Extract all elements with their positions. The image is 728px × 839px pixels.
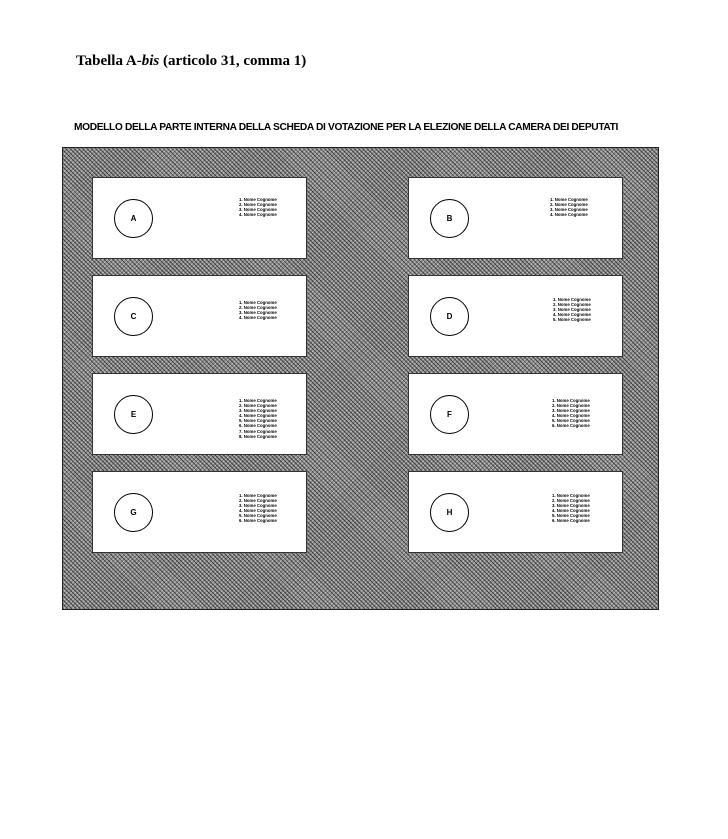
list-symbol-circle[interactable] xyxy=(114,493,153,532)
candidate-name: 1. Nome Cognome xyxy=(550,197,588,202)
list-symbol-circle[interactable] xyxy=(430,297,469,336)
candidate-name: 4. Nome Cognome xyxy=(553,312,591,318)
candidate-name: 7. Nome Cognome xyxy=(239,428,277,434)
candidate-name: 1. Nome Cognome xyxy=(239,493,277,498)
candidate-name: 4. Nome Cognome xyxy=(552,413,590,419)
candidate-name: 3. Nome Cognome xyxy=(552,503,590,509)
candidate-list xyxy=(550,197,588,217)
candidate-list xyxy=(553,297,591,322)
candidate-name: 1. Nome Cognome xyxy=(239,398,277,403)
list-box-g[interactable] xyxy=(92,471,307,553)
candidate-list xyxy=(239,300,277,320)
list-box-b[interactable] xyxy=(408,177,623,259)
candidate-name: 1. Nome Cognome xyxy=(239,300,277,305)
candidate-name: 4. Nome Cognome xyxy=(239,508,277,514)
candidate-name: 4. Nome Cognome xyxy=(550,212,588,218)
candidate-name: 2. Nome Cognome xyxy=(552,498,590,504)
list-symbol-circle[interactable] xyxy=(430,493,469,532)
candidate-name: 2. Nome Cognome xyxy=(550,202,588,208)
candidate-name: 2. Nome Cognome xyxy=(553,302,591,308)
ballot-title: MODELLO DELLA PARTE INTERNA DELLA SCHEDA DI VOTAZIONE PER LA ELEZIONE DELLA CAMERA DEI DEPUTATI xyxy=(74,122,619,133)
list-symbol-letter: F xyxy=(447,410,452,419)
candidate-list xyxy=(239,197,277,217)
candidate-list xyxy=(239,398,277,439)
candidate-name: 3. Nome Cognome xyxy=(550,207,588,213)
list-symbol-circle[interactable] xyxy=(430,395,469,434)
list-symbol-letter: C xyxy=(130,312,137,321)
list-box-e[interactable] xyxy=(92,373,307,455)
candidate-name: 3. Nome Cognome xyxy=(239,207,277,213)
list-box-h[interactable] xyxy=(408,471,623,553)
candidate-name: 4. Nome Cognome xyxy=(239,315,277,321)
candidate-name: 8. Nome Cognome xyxy=(239,433,277,439)
candidate-name: 6. Nome Cognome xyxy=(552,423,590,429)
list-symbol-letter: G xyxy=(130,508,137,517)
list-symbol-letter: A xyxy=(130,214,137,223)
heading-prefix: Tabella A- xyxy=(76,53,142,69)
candidate-name: 2. Nome Cognome xyxy=(239,403,277,409)
candidate-name: 3. Nome Cognome xyxy=(239,503,277,509)
list-symbol-circle[interactable] xyxy=(114,395,153,434)
candidate-name: 5. Nome Cognome xyxy=(552,418,590,424)
candidate-name: 1. Nome Cognome xyxy=(553,297,591,302)
list-symbol-circle[interactable] xyxy=(430,199,469,238)
page-heading xyxy=(76,53,306,70)
list-symbol-letter: D xyxy=(446,312,453,321)
list-box-c[interactable] xyxy=(92,275,307,357)
candidate-name: 5. Nome Cognome xyxy=(239,513,277,519)
candidate-list xyxy=(239,493,277,524)
candidate-name: 2. Nome Cognome xyxy=(552,403,590,409)
candidate-name: 1. Nome Cognome xyxy=(239,197,277,202)
candidate-name: 2. Nome Cognome xyxy=(239,202,277,208)
candidate-name: 4. Nome Cognome xyxy=(239,413,277,419)
list-symbol-circle[interactable] xyxy=(114,297,153,336)
candidate-list xyxy=(552,398,590,429)
heading-suffix: (articolo 31, comma 1) xyxy=(159,53,307,69)
list-box-a[interactable] xyxy=(92,177,307,259)
heading-italic: bis xyxy=(141,53,160,69)
candidate-name: 6. Nome Cognome xyxy=(552,518,590,524)
list-symbol-letter: E xyxy=(130,410,137,419)
candidate-name: 6. Nome Cognome xyxy=(239,423,277,429)
candidate-name: 5. Nome Cognome xyxy=(552,513,590,519)
candidate-name: 2. Nome Cognome xyxy=(239,305,277,311)
candidate-list xyxy=(552,493,590,524)
candidate-name: 1. Nome Cognome xyxy=(552,398,590,403)
candidate-name: 5. Nome Cognome xyxy=(239,418,277,424)
candidate-name: 3. Nome Cognome xyxy=(239,408,277,414)
list-box-f[interactable] xyxy=(408,373,623,455)
candidate-name: 3. Nome Cognome xyxy=(553,307,591,313)
candidate-name: 5. Nome Cognome xyxy=(553,317,591,323)
list-symbol-letter: B xyxy=(446,214,453,223)
candidate-name: 4. Nome Cognome xyxy=(552,508,590,514)
candidate-name: 3. Nome Cognome xyxy=(552,408,590,414)
candidate-name: 4. Nome Cognome xyxy=(239,212,277,218)
candidate-name: 3. Nome Cognome xyxy=(239,310,277,316)
candidate-name: 2. Nome Cognome xyxy=(239,498,277,504)
list-box-d[interactable] xyxy=(408,275,623,357)
ballot-frame xyxy=(62,147,659,610)
candidate-name: 6. Nome Cognome xyxy=(239,518,277,524)
candidate-name: 1. Nome Cognome xyxy=(552,493,590,498)
list-symbol-circle[interactable] xyxy=(114,199,153,238)
list-symbol-letter: H xyxy=(446,508,453,517)
